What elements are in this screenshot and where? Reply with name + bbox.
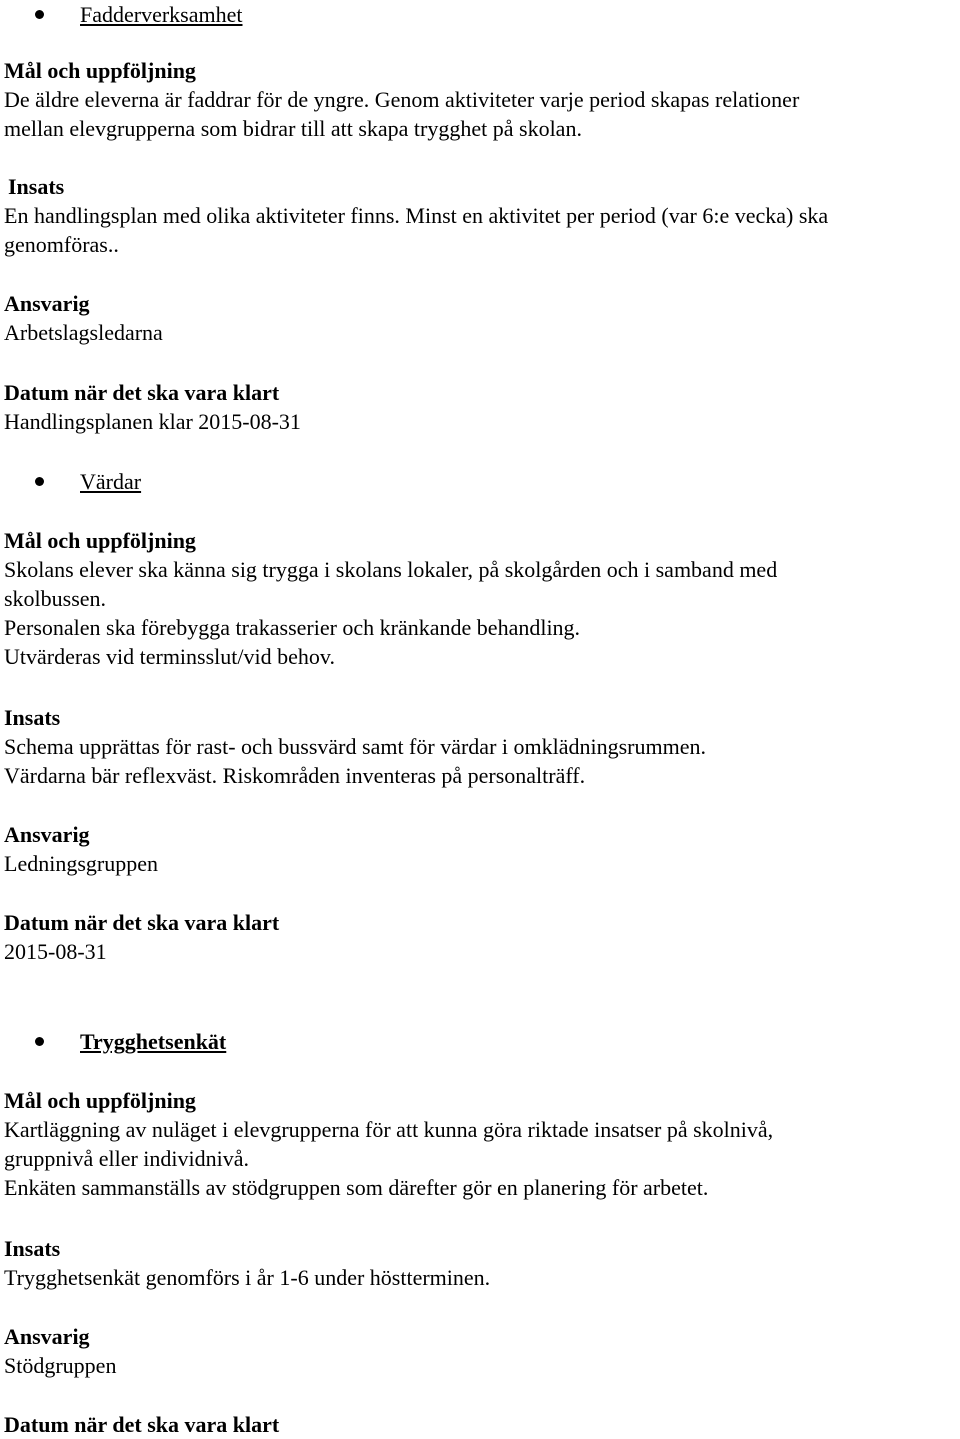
insats-label: Insats [8,174,65,199]
insats-line: genomföras.. [4,232,119,257]
section-trygghetsenkat-insats [4,1234,954,1292]
section-title: Fadderverksamhet [80,2,243,27]
ansvarig-label: Ansvarig [4,1324,90,1349]
mal-label: Mål och uppföljning [4,58,196,83]
mal-line: Personalen ska förebygga trakasserier och kränkande behandling. [4,615,581,640]
section-trygghetsenkat-mal [4,1086,954,1202]
section-fadderverksamhet-mal [4,56,954,143]
datum-value: Handlingsplanen klar 2015-08-31 [4,409,301,434]
mal-line: Enkäten sammanställs av stödgruppen som därefter gör en planering för arbetet. [4,1175,709,1200]
section-fadderverksamhet-datum [4,378,954,436]
ansvarig-value: Arbetslagsledarna [4,320,163,345]
section-title: Trygghetsenkät [80,1029,227,1054]
section-title: Värdar [80,469,142,494]
mal-line: Skolans elever ska känna sig trygga i skolans lokaler, på skolgården och i samband med [4,557,778,582]
section-fadderverksamhet-insats [4,172,954,259]
mal-label: Mål och uppföljning [4,528,196,553]
insats-label: Insats [4,1236,61,1261]
section-vardar-insats [4,703,954,790]
ansvarig-value: Stödgruppen [4,1353,117,1378]
ansvarig-label: Ansvarig [4,822,90,847]
bullet-icon [35,10,44,19]
mal-line: gruppnivå eller individnivå. [4,1146,249,1171]
insats-label: Insats [4,705,61,730]
section-vardar-mal [4,526,954,671]
section-vardar-datum [4,908,954,966]
mal-line: mellan elevgrupperna som bidrar till att skapa trygghet på skolan. [4,116,582,141]
ansvarig-value: Ledningsgruppen [4,851,158,876]
insats-line: Schema upprättas för rast- och bussvärd samt för värdar i omklädningsrummen. [4,734,706,759]
mal-line: De äldre eleverna är faddrar för de yngre. Genom aktiviteter varje period skapas relationer [4,87,800,112]
ansvarig-label: Ansvarig [4,291,90,316]
bullet-icon [35,1037,44,1046]
section-fadderverksamhet-ansvarig [4,289,954,347]
section-trygghetsenkat-datum [4,1410,954,1439]
bullet-icon [35,477,44,486]
section-trygghetsenkat-ansvarig [4,1322,954,1380]
insats-line: En handlingsplan med olika aktiviteter finns. Minst en aktivitet per period (var 6:e vecka) ska [4,203,829,228]
mal-line: Kartläggning av nuläget i elevgrupperna för att kunna göra riktade insatser på skolnivå, [4,1117,774,1142]
insats-line: Trygghetsenkät genomförs i år 1-6 under höstterminen. [4,1265,491,1290]
mal-line: Utvärderas vid terminsslut/vid behov. [4,644,335,669]
mal-line: skolbussen. [4,586,107,611]
mal-label: Mål och uppföljning [4,1088,196,1113]
datum-value: 2015-08-31 [4,939,107,964]
section-vardar-ansvarig [4,820,954,878]
insats-line: Värdarna bär reflexväst. Riskområden inventeras på personalträff. [4,763,586,788]
datum-label: Datum när det ska vara klart [4,1412,280,1437]
datum-label: Datum när det ska vara klart [4,910,280,935]
datum-label: Datum när det ska vara klart [4,380,280,405]
